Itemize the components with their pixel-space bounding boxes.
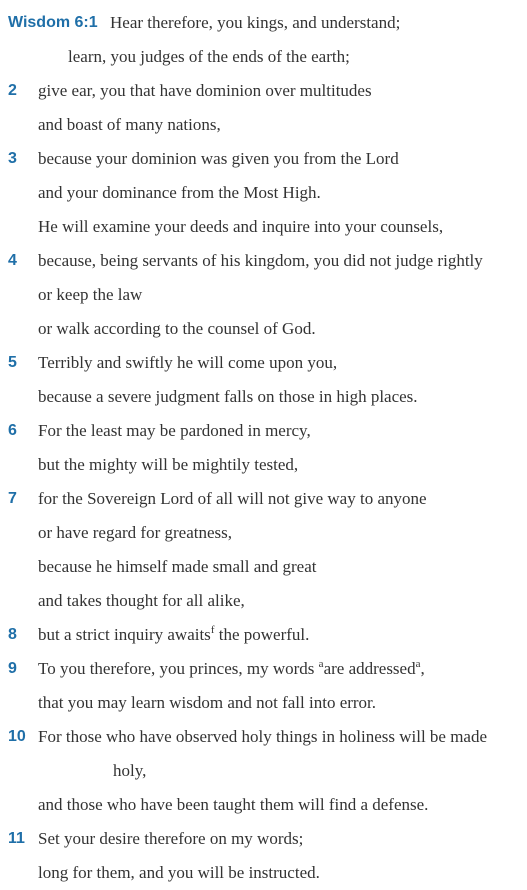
verse-text: and boast of many nations, xyxy=(38,115,221,134)
passage-line xyxy=(0,618,527,652)
passage-line xyxy=(0,74,527,108)
passage-line xyxy=(0,414,527,448)
verse-number[interactable]: 2 xyxy=(8,82,17,99)
verse-text: or walk according to the counsel of God. xyxy=(38,319,316,338)
verse-text: learn, you judges of the ends of the earth; xyxy=(68,47,350,66)
passage-line xyxy=(0,6,527,40)
passage-line xyxy=(0,686,527,720)
verse-text: because your dominion was given you from the Lord xyxy=(38,149,399,168)
verse-text: for the Sovereign Lord of all will not give way to anyone xyxy=(38,489,427,508)
passage-line xyxy=(0,244,527,278)
passage-line xyxy=(0,788,527,822)
verse-number[interactable]: 9 xyxy=(8,660,17,677)
verse-text: because he himself made small and great xyxy=(38,557,317,576)
verse-text: For the least may be pardoned in mercy, xyxy=(38,421,311,440)
verse-text: and your dominance from the Most High. xyxy=(38,183,321,202)
verse-text: Set your desire therefore on my words; xyxy=(38,829,304,848)
passage-line xyxy=(0,550,527,584)
passage-line xyxy=(0,142,527,176)
footnote-marker[interactable]: a xyxy=(415,658,421,670)
passage-line xyxy=(0,822,527,856)
footnote-marker[interactable]: a xyxy=(318,658,324,670)
footnote-marker[interactable]: f xyxy=(210,624,215,636)
passage-line xyxy=(0,210,527,244)
verse-number[interactable]: 8 xyxy=(8,626,17,643)
verse-number[interactable]: 6 xyxy=(8,422,17,439)
passage-reference-link[interactable]: Wisdom 6:1 xyxy=(8,14,98,31)
verse-text: long for them, and you will be instructed. xyxy=(38,863,320,882)
verse-text: because a severe judgment falls on those in high places. xyxy=(38,387,418,406)
verse-text: because, being servants of his kingdom, you did not judge rightly xyxy=(38,251,483,270)
verse-text: Hear therefore, you kings, and understand; xyxy=(110,13,401,32)
passage-line xyxy=(0,856,527,890)
passage-line xyxy=(0,584,527,618)
verse-text xyxy=(38,652,425,686)
passage-line xyxy=(0,176,527,210)
verse-text-part: the powerful. xyxy=(214,625,310,644)
passage-line xyxy=(0,312,527,346)
passage-line xyxy=(0,278,527,312)
verse-text: holy, xyxy=(113,761,147,780)
verse-text xyxy=(38,618,309,652)
verse-text: but the mighty will be mightily tested, xyxy=(38,455,299,474)
passage-line xyxy=(0,652,527,686)
verse-text: and takes thought for all alike, xyxy=(38,591,245,610)
verse-text: or keep the law xyxy=(38,285,143,304)
passage-line xyxy=(0,754,527,788)
passage-line xyxy=(0,346,527,380)
verse-number[interactable]: 5 xyxy=(8,354,17,371)
verse-number[interactable]: 7 xyxy=(8,490,17,507)
verse-text: that you may learn wisdom and not fall into error. xyxy=(38,693,377,712)
passage-line xyxy=(0,482,527,516)
passage-line xyxy=(0,380,527,414)
verse-text-part: but a strict inquiry awaits xyxy=(38,625,211,644)
verse-text: and those who have been taught them will find a defense. xyxy=(38,795,429,814)
verse-text: He will examine your deeds and inquire into your counsels, xyxy=(38,217,444,236)
passage-line xyxy=(0,40,527,74)
verse-text: Terribly and swiftly he will come upon you, xyxy=(38,353,338,372)
verse-number[interactable]: 10 xyxy=(8,728,26,745)
verse-text-part: , xyxy=(420,659,425,678)
verse-text: or have regard for greatness, xyxy=(38,523,232,542)
passage-line xyxy=(0,516,527,550)
verse-number[interactable]: 4 xyxy=(8,252,17,269)
passage-line xyxy=(0,108,527,142)
scripture-passage xyxy=(0,6,527,890)
verse-number[interactable]: 3 xyxy=(8,150,17,167)
verse-text: give ear, you that have dominion over multitudes xyxy=(38,81,372,100)
verse-text: For those who have observed holy things in holiness will be made xyxy=(38,727,488,746)
passage-line xyxy=(0,448,527,482)
verse-text-part: are addressed xyxy=(323,659,416,678)
verse-text-part: To you therefore, you princes, my words xyxy=(38,659,319,678)
verse-number[interactable]: 11 xyxy=(8,830,25,847)
passage-line xyxy=(0,720,527,754)
